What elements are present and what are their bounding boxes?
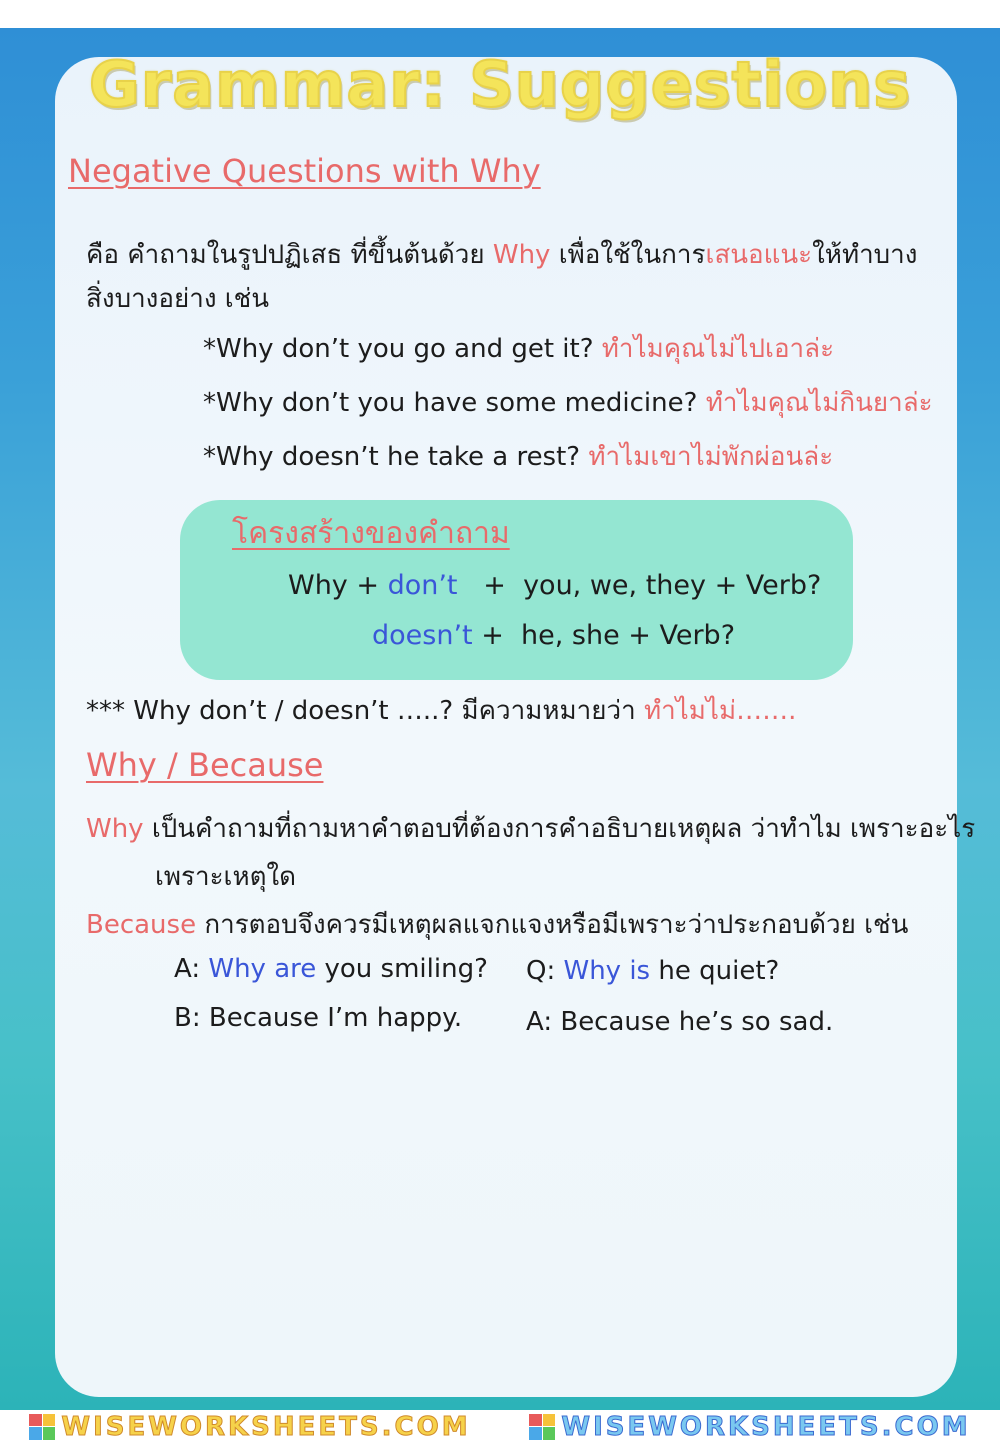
example-left-a	[174, 954, 488, 984]
example-right-q-prefix: Q:	[526, 956, 564, 986]
intro-suggest: เสนอแนะ	[705, 240, 813, 270]
intro-text-part3: ให้ทำบาง	[812, 240, 918, 270]
why-definition	[86, 808, 975, 849]
structure-heading: โครงสร้างของคำถาม	[232, 516, 510, 551]
meaning-prefix: *** Why don’t / doesn’t …..? มีความหมายว่า	[86, 696, 644, 726]
footer-brand-text-2: WISEWORKSHEETS.COM	[561, 1411, 971, 1442]
example-1-en: *Why don’t you go and get it?	[203, 334, 602, 364]
intro-line-1	[86, 234, 917, 275]
brand-logo-icon	[529, 1414, 555, 1440]
example-right-q	[526, 956, 779, 986]
brand-logo-icon	[29, 1414, 55, 1440]
because-definition	[86, 904, 908, 945]
why-text: เป็นคำถามที่ถามหาคำตอบที่ต้องการคำอธิบายเหตุผล ว่าทำไม เพราะอะไร	[143, 814, 976, 844]
meaning-line	[86, 690, 796, 731]
page-title: Grammar: Suggestions	[88, 48, 912, 121]
example-left-a-prefix: A:	[174, 954, 209, 984]
example-2-th: ทำไมคุณไม่กินยาล่ะ	[705, 388, 933, 418]
example-3-en: *Why doesn’t he take a rest?	[203, 442, 589, 472]
example-1	[203, 328, 834, 369]
footer-brand-text-1: WISEWORKSHEETS.COM	[61, 1411, 471, 1442]
structure-why: Why +	[288, 570, 388, 601]
example-right-q-highlight: Why is	[563, 956, 651, 986]
structure-row-2	[372, 620, 735, 651]
intro-line-2: สิ่งบางอย่าง เช่น	[86, 284, 270, 314]
intro-text-part2: เพื่อใช้ในการ	[550, 240, 706, 270]
meaning-th: ทำไมไม่…….	[643, 696, 797, 726]
footer-watermark	[0, 1410, 1000, 1443]
structure-row2-rest: + he, she + Verb?	[472, 620, 736, 651]
example-right-a: A: Because he’s so sad.	[526, 1007, 834, 1037]
example-3-th: ทำไมเขาไม่พักผ่อนล่ะ	[588, 442, 834, 472]
section-heading-negative-questions: Negative Questions with Why	[68, 152, 541, 190]
example-left-a-highlight: Why are	[208, 954, 317, 984]
example-left-b: B: Because I’m happy.	[174, 1003, 463, 1033]
example-left-a-rest: you smiling?	[316, 954, 488, 984]
structure-dont: don’t	[387, 570, 458, 601]
example-right-q-rest: he quiet?	[650, 956, 780, 986]
structure-row1-rest: + you, we, they + Verb?	[457, 570, 822, 601]
because-text: การตอบจึงควรมีเหตุผลแจกแจงหรือมีเพราะว่าประกอบด้วย เช่น	[196, 910, 909, 940]
example-1-th: ทำไมคุณไม่ไปเอาล่ะ	[601, 334, 835, 364]
intro-text-part1: คือ คำถามในรูปปฏิเสธ ที่ขึ้นต้นด้วย	[86, 240, 493, 270]
section-heading-why-because: Why / Because	[86, 746, 324, 784]
example-2	[203, 382, 933, 423]
why-definition-cont: เพราะเหตุใด	[155, 862, 297, 892]
why-label: Why	[86, 814, 144, 844]
example-3	[203, 436, 833, 477]
structure-doesnt: doesn’t	[372, 620, 473, 651]
because-label: Because	[86, 910, 197, 940]
example-2-en: *Why don’t you have some medicine?	[203, 388, 706, 418]
footer-brand-1	[29, 1412, 470, 1442]
footer-brand-2	[529, 1412, 970, 1442]
intro-why: Why	[492, 240, 551, 270]
structure-row-1	[288, 570, 821, 601]
